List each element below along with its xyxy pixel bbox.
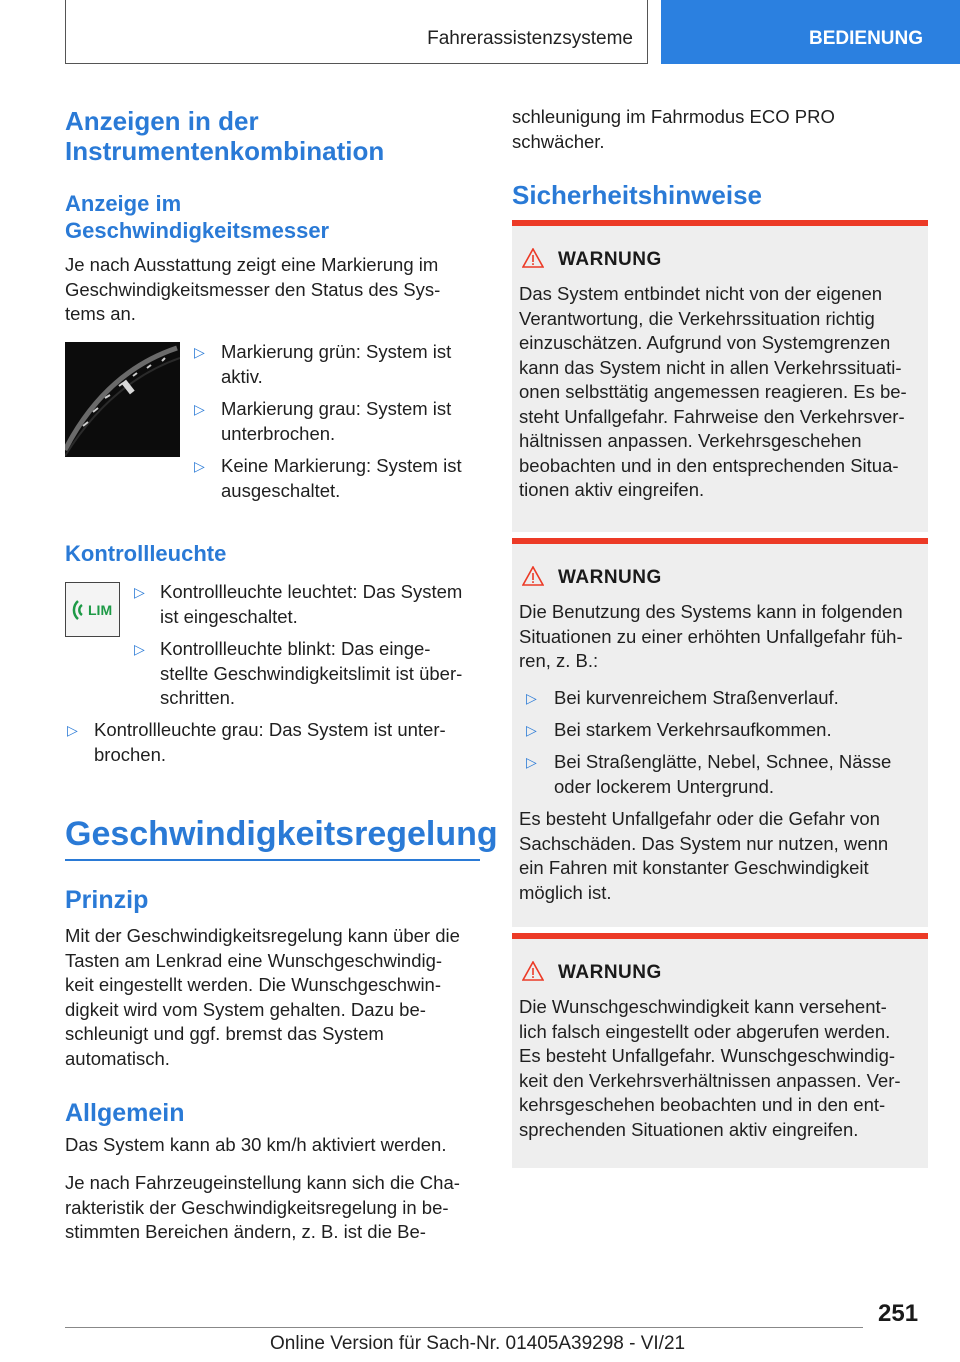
heading-principle: Prinzip xyxy=(65,886,149,914)
text-line: rakteristik der Geschwindigkeitsregelung in be- xyxy=(65,1196,449,1218)
text-line: automatisch. xyxy=(65,1047,170,1069)
text-line: keit den Verkehrsverhältnissen anpassen. Ver- xyxy=(519,1069,901,1091)
text-line: Bei kurvenreichem Straßenverlauf. xyxy=(554,687,839,708)
text-line: Es besteht Unfallgefahr oder die Gefahr von xyxy=(519,808,880,829)
text-line: Markierung grün: System ist xyxy=(221,341,452,362)
text-line: schleunigung im Fahrmodus ECO PRO xyxy=(512,106,835,127)
text-line: beobachten und in den entsprechenden Situa- xyxy=(519,454,899,476)
text-line: schritten. xyxy=(160,687,236,708)
text-line: Geschwindigkeitsmesser den Status des Sys- xyxy=(65,278,441,300)
page-number: 251 xyxy=(878,1300,919,1327)
text-line: schwächer. xyxy=(512,130,605,152)
header-section-box xyxy=(65,0,648,64)
text-line: Sachschäden. Das System nur nutzen, wenn xyxy=(519,832,889,854)
lim-icon-label: LIM xyxy=(88,602,113,618)
text-line: kehrsgeschehen beobachten und in den ent- xyxy=(519,1094,886,1115)
text-line: Es besteht Unfallgefahr. Wunschgeschwindig- xyxy=(519,1045,896,1066)
text-line: tionen aktiv eingreifen. xyxy=(519,479,705,500)
heading-speedometer xyxy=(65,190,329,244)
text-line: Keine Markierung: System ist xyxy=(221,455,462,476)
heading-line: Anzeige im xyxy=(65,191,182,216)
general-paragraph-1: Das System kann ab 30 km/h aktiviert werden. xyxy=(65,1134,447,1155)
text-line: ausgeschaltet. xyxy=(221,479,341,501)
text-line: Situationen zu einer erhöhten Unfallgefahr füh- xyxy=(519,625,903,647)
bullet-icon: ▷ xyxy=(526,690,537,706)
list-item xyxy=(554,686,839,711)
text-line: digkeit wird vom System gehalten. Dazu be- xyxy=(65,998,426,1020)
header-section-title: Fahrerassistenzsysteme xyxy=(427,28,633,49)
text-line: Tasten am Lenkrad eine Wunschgeschwindig- xyxy=(65,949,443,971)
warning-box-1 xyxy=(512,220,928,532)
text-line: stellte Geschwindigkeitslimit ist über- xyxy=(160,662,463,684)
continued-paragraph xyxy=(512,105,835,154)
bullet-icon: ▷ xyxy=(194,401,205,417)
section-title-underline xyxy=(65,859,480,861)
warning-intro xyxy=(519,600,903,674)
text-line: unterbrochen. xyxy=(221,422,336,444)
text-line: Die Benutzung des Systems kann in folgenden xyxy=(519,601,903,622)
text-line: steht Unfallgefahr. Fahrweise den Verkehrsver- xyxy=(519,405,905,427)
list-item xyxy=(221,454,462,503)
text-line: sprechenden Situationen aktiv eingreifen. xyxy=(519,1118,859,1140)
warning-outro xyxy=(519,807,888,905)
warning-title: WARNUNG xyxy=(558,962,662,983)
text-line: Je nach Ausstattung zeigt eine Markierung im xyxy=(65,254,439,275)
heading-line: Instrumentenkombination xyxy=(65,136,385,166)
lim-indicator-icon xyxy=(65,582,120,637)
header-chapter-title: BEDIENUNG xyxy=(809,28,924,49)
speedometer-marker-image xyxy=(65,342,180,457)
text-line: oder lockerem Untergrund. xyxy=(554,775,775,797)
text-line: Kontrollleuchte grau: Das System ist unter- xyxy=(94,719,446,740)
list-item xyxy=(554,750,891,799)
bullet-icon: ▷ xyxy=(134,584,145,600)
text-line: Bei Straßenglätte, Nebel, Schnee, Nässe xyxy=(554,751,892,772)
text-line: Kontrollleuchte blinkt: Das einge- xyxy=(160,638,431,659)
text-line: stimmten Bereichen ändern, z. B. ist die Be- xyxy=(65,1221,426,1242)
text-line: kann das System nicht in allen Verkehrssituati- xyxy=(519,356,902,378)
heading-safety: Sicherheitshinweise xyxy=(512,180,762,210)
section-title: Geschwindigkeitsregelung xyxy=(65,815,498,853)
text-line: hältnissen anpassen. Verkehrsgeschehen xyxy=(519,430,862,451)
list-item xyxy=(160,637,462,711)
text-line: aktiv. xyxy=(221,365,263,387)
footer-divider xyxy=(65,1327,863,1328)
text-line: einzuschätzen. Aufgrund von Systemgrenzen xyxy=(519,332,891,353)
text-line: Markierung grau: System ist xyxy=(221,398,452,419)
list-item xyxy=(554,718,832,743)
speedometer-paragraph xyxy=(65,253,440,327)
warning-triangle-icon xyxy=(522,566,544,586)
heading-display xyxy=(65,106,384,166)
heading-line: Anzeigen in der xyxy=(65,106,259,136)
bullet-icon: ▷ xyxy=(194,344,205,360)
warning-box-3 xyxy=(512,933,928,1168)
text-line: Die Wunschgeschwindigkeit kann versehent- xyxy=(519,996,887,1017)
warning-title: WARNUNG xyxy=(558,567,662,588)
list-item xyxy=(221,397,451,446)
text-line: ein Fahren mit konstanter Geschwindigkeit xyxy=(519,857,869,878)
text-line: möglich ist. xyxy=(519,881,612,903)
text-line: ist eingeschaltet. xyxy=(160,605,298,627)
list-item xyxy=(221,340,451,389)
text-line: Bei starkem Verkehrsaufkommen. xyxy=(554,719,832,740)
text-line: Je nach Fahrzeugeinstellung kann sich die Cha- xyxy=(65,1172,460,1193)
warning-title: WARNUNG xyxy=(558,249,662,270)
general-paragraph-2 xyxy=(65,1171,460,1245)
heading-line: Geschwindigkeitsmesser xyxy=(65,218,330,243)
text-line: Kontrollleuchte leuchtet: Das System xyxy=(160,581,463,602)
heading-general: Allgemein xyxy=(65,1099,185,1127)
bullet-icon: ▷ xyxy=(526,754,537,770)
bullet-icon: ▷ xyxy=(526,722,537,738)
text-line: lich falsch eingestellt oder abgerufen werden. xyxy=(519,1020,891,1042)
list-item xyxy=(94,718,446,767)
bullet-icon: ▷ xyxy=(67,722,78,738)
list-item xyxy=(160,580,462,629)
principle-paragraph xyxy=(65,924,460,1071)
text-line: Das System entbindet nicht von der eigenen xyxy=(519,283,883,304)
text-line: Verantwortung, die Verkehrssituation richtig xyxy=(519,307,875,329)
text-line: ren, z. B.: xyxy=(519,650,599,671)
text-line: keit eingestellt werden. Die Wunschgeschwin- xyxy=(65,974,442,995)
warning-box-2 xyxy=(512,538,928,927)
warning-triangle-icon xyxy=(522,961,544,981)
bullet-icon: ▷ xyxy=(194,458,205,474)
footer-version-text: Online Version für Sach-Nr. 01405A39298 - VI/21 xyxy=(270,1333,686,1354)
warning-text xyxy=(519,282,907,503)
header-chapter-tab[interactable] xyxy=(661,0,960,64)
text-line: schleunigt und ggf. bremst das System xyxy=(65,1023,384,1044)
bullet-icon: ▷ xyxy=(134,641,145,657)
text-line: tems an. xyxy=(65,303,136,324)
warning-triangle-icon xyxy=(522,248,544,268)
text-line: onen selbsttätig angemessen reagieren. Es be- xyxy=(519,381,907,402)
warning-text xyxy=(519,995,901,1142)
text-line: brochen. xyxy=(94,743,166,765)
text-line: Mit der Geschwindigkeitsregelung kann über die xyxy=(65,925,460,946)
heading-indicator-lamp: Kontrollleuchte xyxy=(65,541,227,566)
